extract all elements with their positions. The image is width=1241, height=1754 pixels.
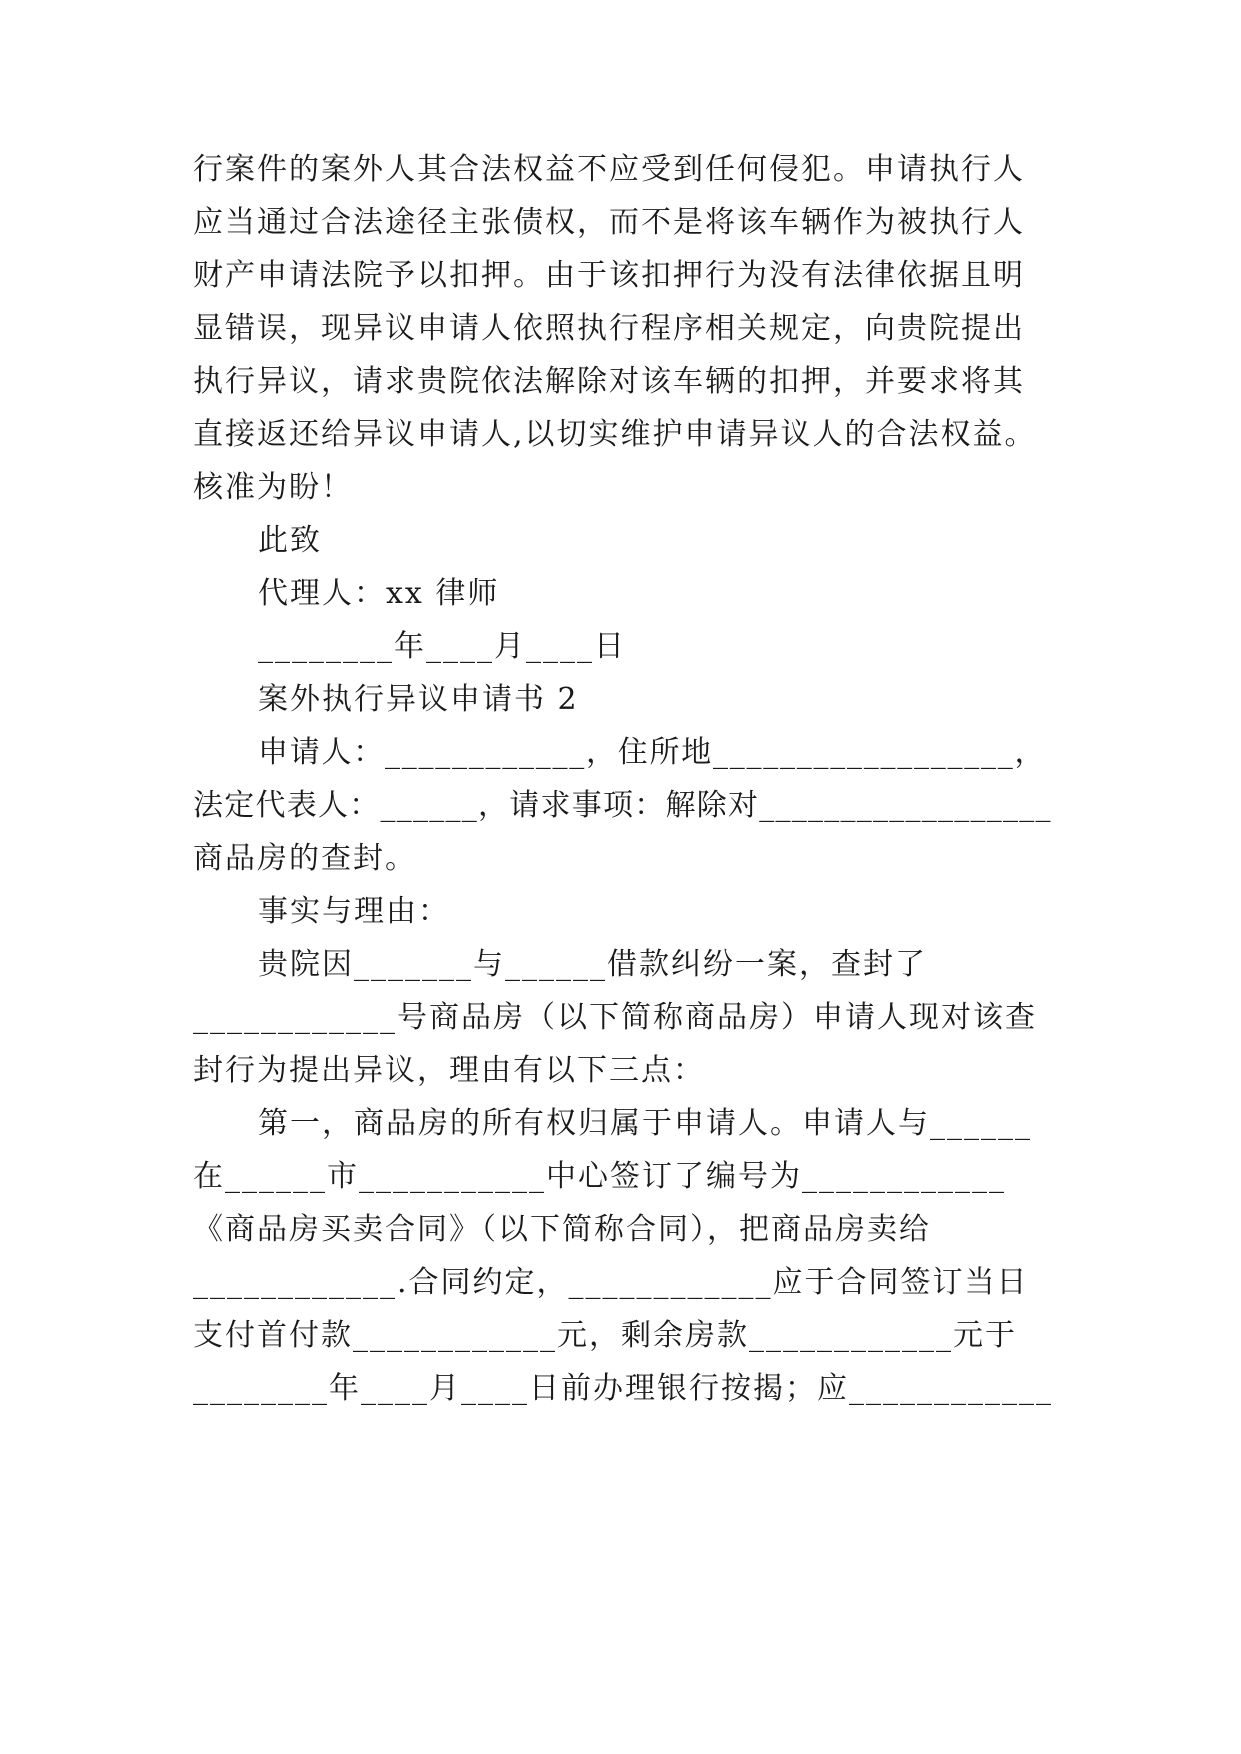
agent-signature: 代理人：xx 律师 xyxy=(258,576,500,611)
body-line: 行案件的案外人其合法权益不应受到任何侵犯。申请执行人 xyxy=(193,152,1025,187)
body-line: 财产申请法院予以扣押。由于该扣押行为没有法律依据且明 xyxy=(193,258,1025,293)
body-line: ____________.合同约定，____________应于合同签订当日 xyxy=(193,1265,1029,1300)
body-line: 在______市___________中心签订了编号为____________ xyxy=(193,1159,1006,1194)
date-blank: ________年____月____日 xyxy=(258,629,626,664)
body-line: 贵院因_______与______借款纠纷一案，查封了 xyxy=(258,947,927,982)
body-line: 核准为盼！ xyxy=(193,470,353,505)
section-title: 案外执行异议申请书 2 xyxy=(258,682,579,717)
body-line: 执行异议，请求贵院依法解除对该车辆的扣押，并要求将其 xyxy=(193,364,1025,399)
body-line: 法定代表人：______，请求事项：解除对__________________ xyxy=(193,788,1052,823)
body-line: 第一，商品房的所有权归属于申请人。申请人与______ xyxy=(258,1106,1032,1141)
body-line: 《商品房买卖合同》（以下简称合同），把商品房卖给 xyxy=(193,1212,931,1247)
facts-heading: 事实与理由： xyxy=(258,894,450,929)
body-line: ________年____月____日前办理银行按揭；应____________ xyxy=(193,1371,1053,1406)
applicant-line: 申请人：____________，住所地__________________， xyxy=(258,735,1047,770)
body-line: 支付首付款____________元，剩余房款____________元于 xyxy=(193,1318,1017,1353)
body-line: 应当通过合法途径主张债权，而不是将该车辆作为被执行人 xyxy=(193,205,1025,240)
body-line: ____________号商品房（以下简称商品房）申请人现对该查 xyxy=(193,1000,1037,1035)
body-line: 封行为提出异议，理由有以下三点： xyxy=(193,1053,705,1088)
body-line: 直接返还给异议申请人,以切实维护申请异议人的合法权益。 xyxy=(193,417,1037,452)
body-line: 商品房的查封。 xyxy=(193,841,417,876)
salutation: 此致 xyxy=(258,523,322,558)
body-line: 显错误，现异议申请人依照执行程序相关规定，向贵院提出 xyxy=(193,311,1025,346)
